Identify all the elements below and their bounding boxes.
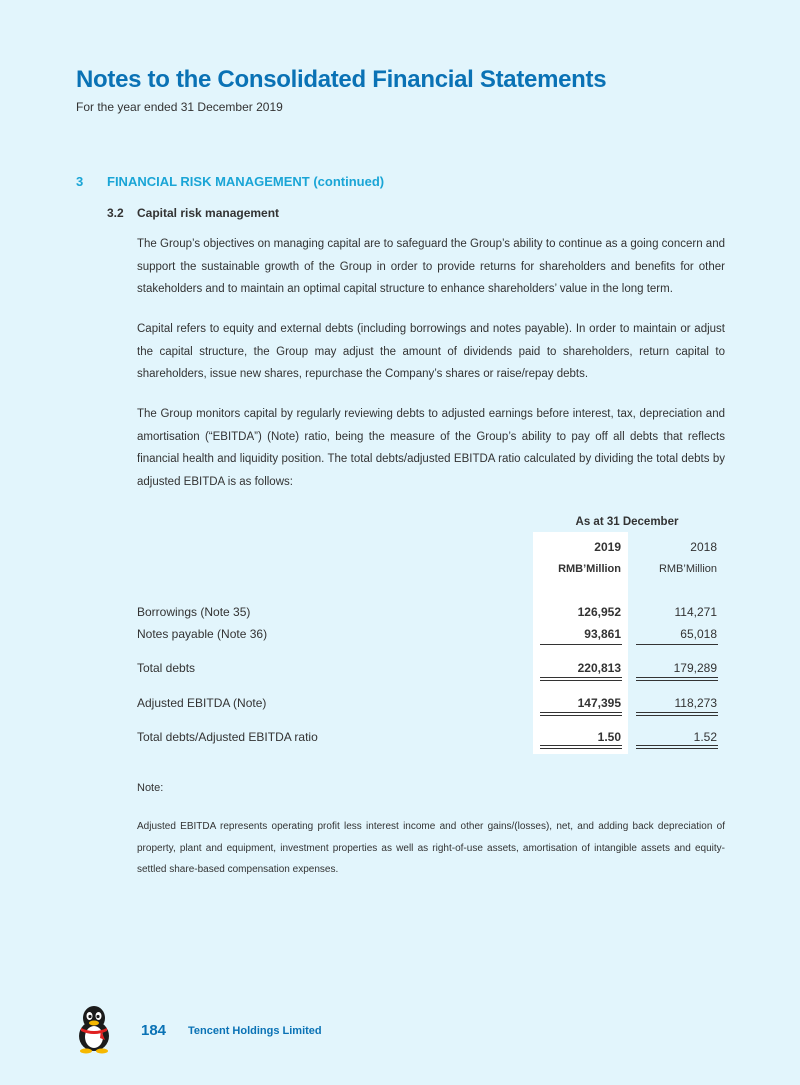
section-title-text: FINANCIAL RISK MANAGEMENT bbox=[107, 174, 310, 189]
note-heading: Note: bbox=[137, 782, 164, 794]
column-header-2019: 2019 bbox=[594, 540, 621, 554]
table-cell-2018: 118,273 bbox=[674, 696, 717, 710]
penguin-logo-icon bbox=[74, 1004, 114, 1054]
section-title bbox=[107, 174, 384, 189]
total-rule bbox=[636, 715, 718, 716]
total-rule bbox=[636, 748, 718, 749]
paragraph-objectives: The Group’s objectives on managing capital are to safeguard the Group’s ability to continue as a going concern and support the sustainable growth of the Group in order to provide returns for shareholders and benefits for other stakeholders and to maintain an optimal capital structure to enhance shareholders’ value in the long term. bbox=[137, 238, 725, 295]
total-rule bbox=[540, 677, 622, 678]
table-cell-2018: 179,289 bbox=[673, 661, 717, 675]
page-title: Notes to the Consolidated Financial Statements bbox=[76, 66, 607, 93]
page-number: 184 bbox=[141, 1022, 167, 1039]
table-cell-2019: 147,395 bbox=[577, 696, 621, 710]
page-subtitle: For the year ended 31 December 2019 bbox=[76, 100, 283, 114]
subsection-number: 3.2 bbox=[107, 206, 124, 220]
table-cell-2019: 93,861 bbox=[584, 627, 621, 641]
paragraph-capital-definition: Capital refers to equity and external debts (including borrowings and notes payable). In order to maintain or adjust the capital structure, the Group may adjust the amount of dividends paid to shareholders, return capital to shareholders, issue new shares, repurchase the Company’s shares or raise/repay debts. bbox=[137, 323, 725, 380]
column-unit-2018: RMB’Million bbox=[658, 563, 717, 575]
total-rule bbox=[636, 712, 718, 713]
table-cell-2018: 1.52 bbox=[693, 730, 717, 744]
total-rule bbox=[540, 715, 622, 716]
section-continued: (continued) bbox=[313, 174, 385, 189]
table-row-label: Total debts/Adjusted EBITDA ratio bbox=[137, 730, 318, 744]
table-cell-2018: 65,018 bbox=[680, 627, 717, 641]
note-text: Adjusted EBITDA represents operating profit less interest income and other gains/(losses), net, and adding back depreciation of property, plant and equipment, investment properties as well as right-of-use assets, amortisation of intangible assets and equity-settled share-based compensation expenses. bbox=[137, 821, 725, 875]
table-cell-2019: 1.50 bbox=[597, 730, 621, 744]
section-number: 3 bbox=[76, 174, 84, 189]
total-rule bbox=[636, 680, 718, 681]
subtotal-rule bbox=[636, 644, 718, 645]
total-rule bbox=[540, 712, 622, 713]
table-cell-2019: 126,952 bbox=[577, 605, 621, 619]
column-header-2018: 2018 bbox=[690, 540, 717, 554]
total-rule bbox=[540, 748, 622, 749]
table-group-header: As at 31 December bbox=[575, 516, 679, 528]
total-rule bbox=[636, 677, 718, 678]
subtotal-rule bbox=[540, 644, 622, 645]
table-row-label: Notes payable (Note 36) bbox=[137, 627, 268, 641]
subsection-title: Capital risk management bbox=[137, 206, 280, 220]
table-row-label: Total debts bbox=[137, 661, 196, 675]
company-name: Tencent Holdings Limited bbox=[188, 1025, 322, 1037]
table-row-label: Adjusted EBITDA (Note) bbox=[137, 696, 267, 710]
total-rule bbox=[540, 745, 622, 746]
table-row-label: Borrowings (Note 35) bbox=[137, 605, 251, 619]
total-rule bbox=[636, 745, 718, 746]
column-unit-2019: RMB’Million bbox=[558, 563, 621, 575]
table-cell-2019: 220,813 bbox=[577, 661, 621, 675]
total-rule bbox=[540, 680, 622, 681]
table-cell-2018: 114,271 bbox=[674, 605, 717, 619]
paragraph-monitoring: The Group monitors capital by regularly reviewing debts to adjusted earnings before interest, tax, depreciation and amortisation (“EBITDA”) (Note) ratio, being the measure of the Group’s ability to pay off all debts that reflects financial health and liquidity position. The total debts/adjusted EBITDA ratio calculated by dividing the total debts by adjusted EBITDA is as follows: bbox=[137, 408, 725, 488]
